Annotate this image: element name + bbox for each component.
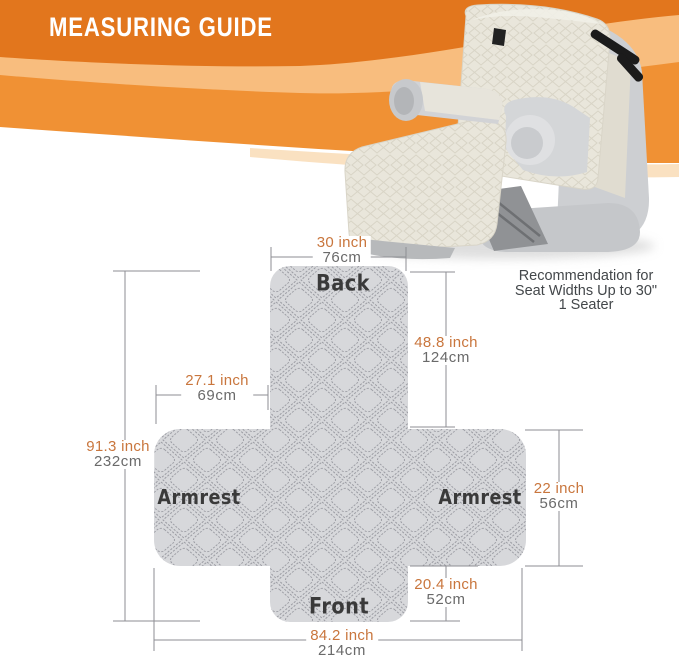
front-panel-label: Front: [308, 594, 370, 620]
back-panel-label: Back: [316, 271, 370, 297]
recommendation-line3: 1 Seater: [558, 297, 614, 314]
dimension-back-top-width: [313, 236, 371, 265]
total-length-cm: 232cm: [93, 452, 143, 470]
dimension-back-length: [410, 336, 482, 365]
dimension-front-length: [410, 578, 482, 607]
armrest-left-label: Armrest: [157, 485, 241, 509]
armrest-right-label: Armrest: [438, 485, 522, 509]
back-panel-width-inch: 27.1 inch: [185, 372, 249, 389]
dimension-total-width: [306, 629, 378, 655]
dimension-total-length: [82, 440, 154, 469]
back-panel-width-cm: 69cm: [197, 386, 237, 404]
dimension-armrest-width: [530, 482, 588, 511]
recommendation-note: [497, 269, 675, 313]
back-top-width-inch: 30 inch: [316, 234, 368, 251]
back-length-cm: 124cm: [421, 348, 471, 366]
page-title: MEASURING GUIDE: [49, 12, 273, 42]
cover-shape: [154, 266, 526, 622]
back-length-inch: 48.8 inch: [414, 334, 478, 351]
armrest-width-cm: 56cm: [539, 494, 579, 512]
recommendation-line2: Seat Widths Up to 30": [514, 282, 658, 299]
back-top-width-cm: 76cm: [322, 248, 362, 266]
front-length-cm: 52cm: [426, 590, 466, 608]
front-length-inch: 20.4 inch: [414, 576, 478, 593]
armrest-width-inch: 22 inch: [533, 480, 585, 497]
total-length-inch: 91.3 inch: [86, 438, 150, 455]
total-width-inch: 84.2 inch: [310, 627, 374, 644]
dimension-back-panel-width: [181, 374, 253, 403]
recommendation-line1: Recommendation for: [518, 268, 654, 284]
total-width-cm: 214cm: [317, 641, 367, 655]
